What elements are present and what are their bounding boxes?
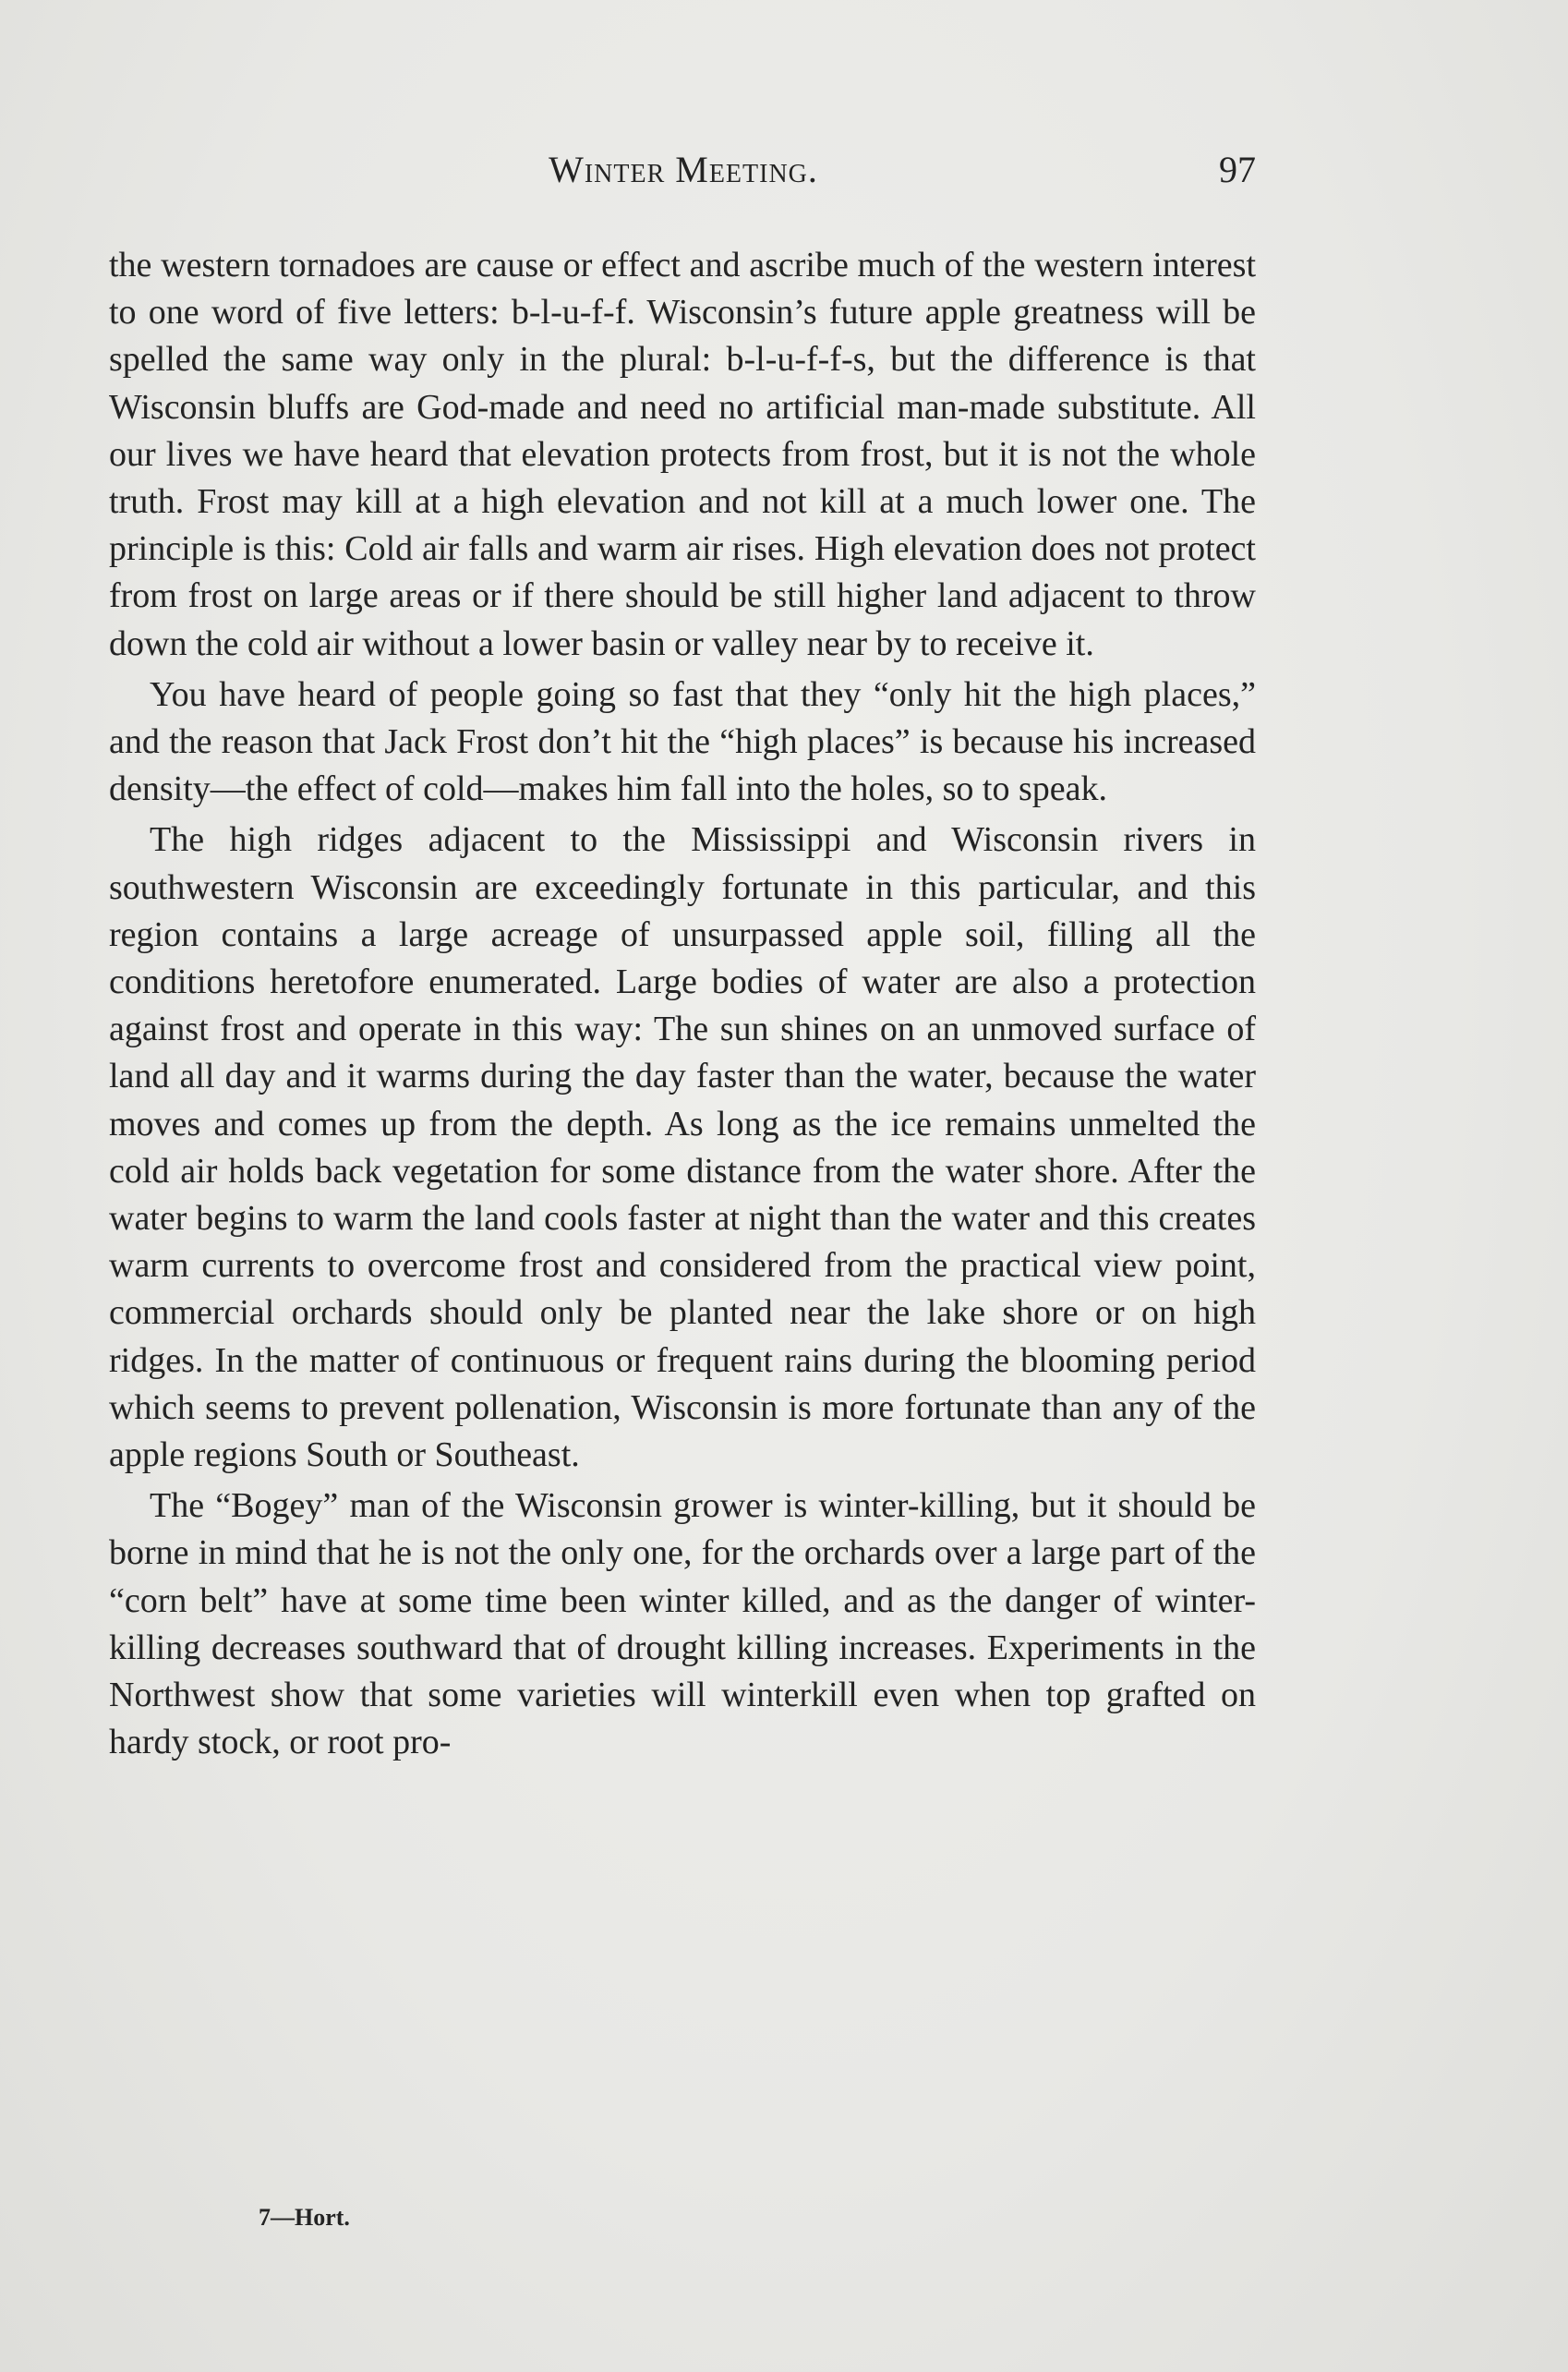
- paragraph-jack-frost: You have heard of people going so fast that they “only hit the high places,” and the reason that Jack Frost don’t hit the “high places” is because his increased density—the effect of cold—makes him fall into the holes, so to speak.: [109, 674, 1256, 809]
- paragraph-high-ridges: The high ridges adjacent to the Mississippi and Wisconsin rivers in southwestern Wisconsin are exceedingly fortunate in this particular, and this region contains a large acreage of unsurpassed apple soil, filling all the conditions heretofore enumerated. Large bodies of water are also a protection against frost and operate in this way: The sun shines on an unmoved surface of land all day and it warms during the day faster than the water, because the water moves and comes up from the depth. As long as the ice remains unmelted the cold air holds back vegetation for some distance from the water shore. After the water begins to warm the land cools faster at night than the water and this creates warm currents to overcome frost and considered from the practical view point, commercial orchards should only be planted near the lake shore or on high ridges. In the matter of continuous or frequent rains during the blooming period which seems to prevent pollenation, Wisconsin is more fortunate than any of the apple regions South or Southeast.: [109, 820, 1256, 1475]
- page-number: 97: [1219, 149, 1256, 190]
- running-header: [111, 148, 1256, 203]
- running-title: Winter Meeting.: [549, 149, 818, 190]
- body-text: [109, 242, 1256, 1767]
- paragraph-bogey-man: The “Bogey” man of the Wisconsin grower is winter-killing, but it should be borne in mind that he is not the only one, for the orchards over a large part of the “corn belt” have at some time been winter killed, and as the danger of winter-killing decreases southward that of drought killing increases. Experiments in the Northwest show that some varieties will winterkill even when top grafted on hardy stock, or root pro-: [109, 1486, 1256, 1762]
- signature-mark: 7—Hort.: [259, 2204, 350, 2231]
- paragraph-continuation: the western tornadoes are cause or effect and ascribe much of the western interest to one word of five letters: b-l-u-f-f. Wisconsin’s future apple greatness will be spelled the same way only in the plural: b-l-u-f-f-s, but the difference is that Wisconsin bluffs are God-made and need no artificial man-made substitute. All our lives we have heard that elevation protects from frost, but it is not the whole truth. Frost may kill at a high elevation and not kill at a much lower one. The principle is this: Cold air falls and warm air rises. High elevation does not protect from frost on large areas or if there should be still higher land adjacent to throw down the cold air without a lower basin or valley near by to receive it.: [109, 246, 1256, 663]
